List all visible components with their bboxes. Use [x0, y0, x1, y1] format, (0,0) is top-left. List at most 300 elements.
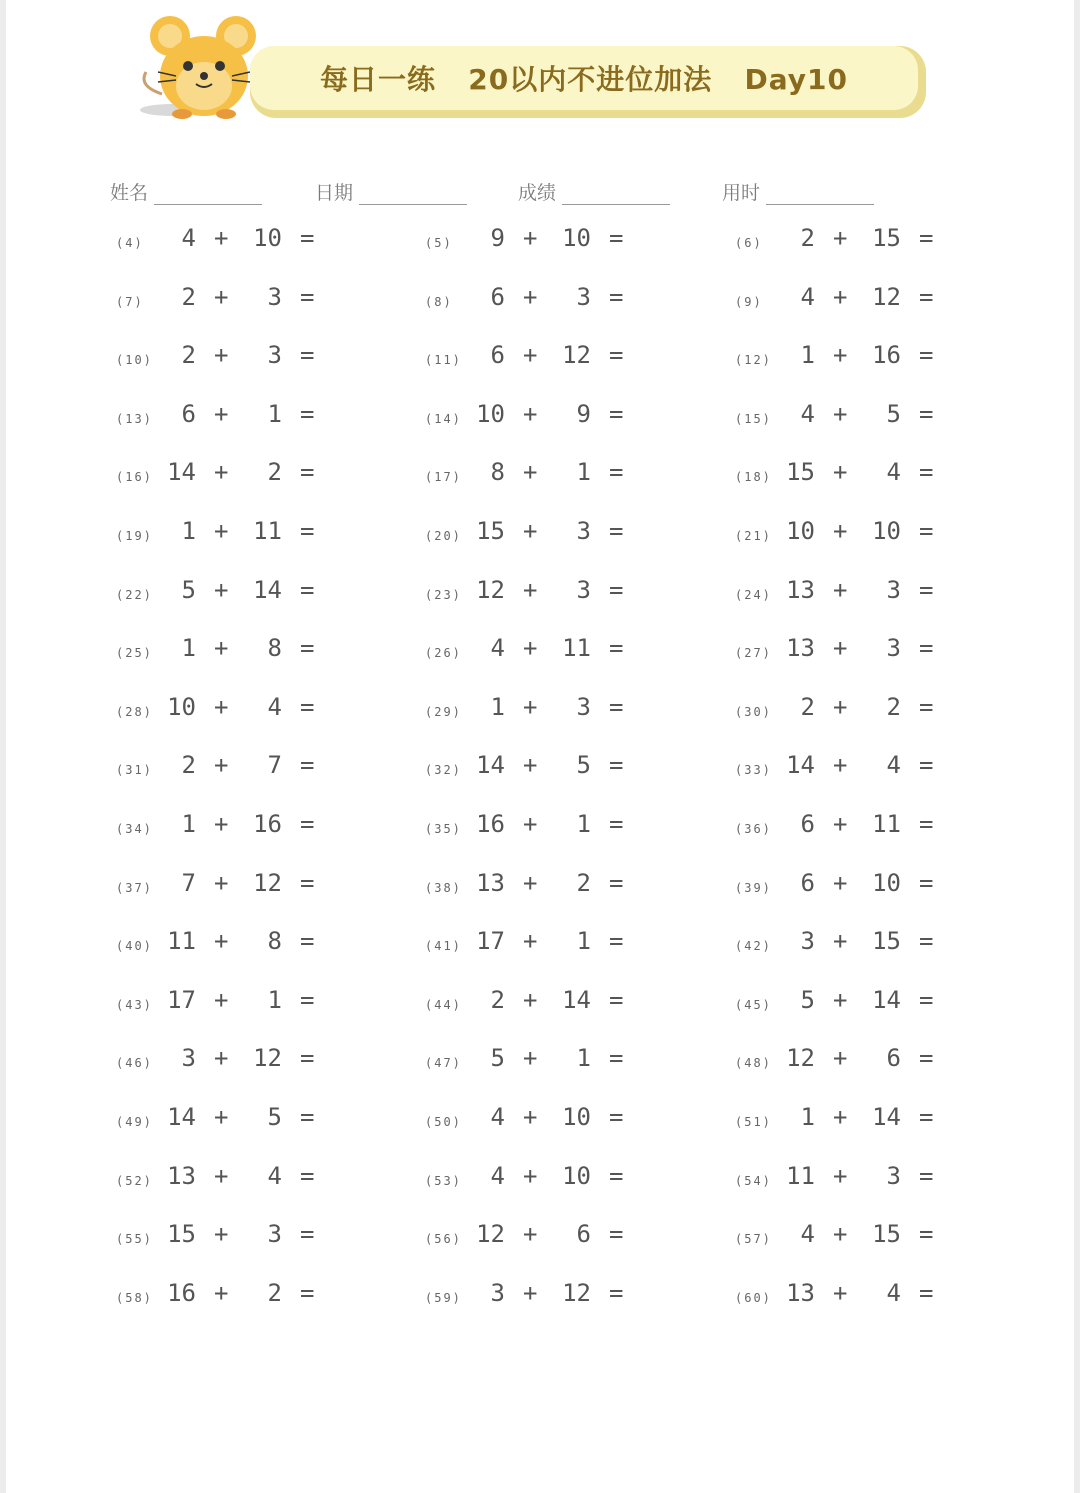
operand-b: 8: [267, 634, 282, 663]
plus-sign: +: [214, 282, 229, 311]
operand-b: 10: [562, 224, 591, 252]
plus-sign: +: [214, 458, 229, 487]
problem-item: [116, 1103, 356, 1143]
operand-a: 4: [800, 1220, 815, 1249]
date-field: [315, 178, 467, 205]
problem-item: [425, 810, 665, 850]
problem-number: (58): [116, 1290, 153, 1305]
equals-sign: =: [919, 517, 934, 545]
plus-sign: +: [214, 751, 229, 780]
equals-sign: =: [919, 868, 934, 897]
equals-sign: =: [919, 1044, 934, 1073]
operand-a: 12: [786, 1044, 815, 1073]
plus-sign: +: [523, 751, 538, 780]
equals-sign: =: [300, 399, 315, 428]
operand-b: 12: [562, 341, 591, 370]
equals-sign: =: [300, 985, 315, 1014]
problem-number: (38): [425, 880, 462, 895]
operand-b: 12: [253, 868, 282, 897]
plus-sign: +: [523, 458, 538, 487]
plus-sign: +: [833, 868, 848, 897]
operand-b: 11: [872, 810, 901, 838]
problem-item: [116, 986, 356, 1026]
problem-number: (45): [735, 997, 772, 1012]
operand-b: 14: [562, 985, 591, 1014]
equals-sign: =: [300, 282, 315, 311]
operand-b: 10: [872, 868, 901, 897]
operand-b: 3: [886, 575, 901, 604]
problem-item: [735, 1044, 975, 1084]
operand-b: 12: [872, 282, 901, 311]
operand-a: 4: [800, 399, 815, 428]
operand-b: 3: [267, 341, 282, 370]
operand-b: 15: [872, 1220, 901, 1249]
operand-b: 3: [576, 517, 591, 545]
problem-number: (35): [425, 822, 462, 836]
problem-number: (51): [735, 1115, 772, 1129]
plus-sign: +: [833, 1161, 848, 1190]
problem-item: [735, 341, 975, 381]
problem-number: (7): [116, 294, 144, 309]
equals-sign: =: [609, 1220, 624, 1249]
problem-item: [425, 751, 665, 791]
problem-number: (40): [116, 939, 153, 954]
plus-sign: +: [523, 1044, 538, 1073]
equals-sign: =: [300, 751, 315, 780]
equals-sign: =: [300, 1103, 315, 1131]
plus-sign: +: [833, 282, 848, 311]
equals-sign: =: [609, 1278, 624, 1307]
plus-sign: +: [214, 1103, 229, 1131]
operand-a: 6: [800, 810, 815, 838]
problem-item: [116, 927, 356, 967]
plus-sign: +: [214, 692, 229, 721]
operand-a: 1: [181, 634, 196, 663]
plus-sign: +: [214, 399, 229, 428]
plus-sign: +: [523, 517, 538, 545]
operand-b: 14: [253, 575, 282, 604]
problem-item: [116, 517, 356, 557]
problem-item: [425, 283, 665, 323]
operand-b: 4: [886, 751, 901, 780]
problem-item: [735, 224, 975, 264]
operand-a: 2: [800, 224, 815, 252]
equals-sign: =: [300, 692, 315, 721]
problem-number: (37): [116, 880, 153, 895]
problem-item: [425, 986, 665, 1026]
plus-sign: +: [833, 1220, 848, 1249]
equals-sign: =: [609, 810, 624, 838]
problem-item: [116, 693, 356, 733]
problem-item: [425, 517, 665, 557]
problem-item: [425, 927, 665, 967]
operand-a: 7: [181, 868, 196, 897]
operand-b: 10: [253, 224, 282, 252]
operand-b: 10: [562, 1161, 591, 1190]
operand-a: 2: [181, 751, 196, 780]
operand-b: 3: [576, 282, 591, 311]
operand-b: 3: [886, 634, 901, 663]
problem-item: [425, 1044, 665, 1084]
equals-sign: =: [300, 1044, 315, 1073]
problem-number: (49): [116, 1115, 153, 1129]
title-banner: [250, 46, 926, 118]
equals-sign: =: [300, 458, 315, 487]
operand-b: 9: [576, 399, 591, 428]
problem-number: (43): [116, 997, 153, 1012]
equals-sign: =: [609, 927, 624, 956]
plus-sign: +: [214, 985, 229, 1014]
problem-item: [116, 1162, 356, 1202]
problem-item: [425, 634, 665, 674]
problem-item: [735, 869, 975, 909]
problem-number: (47): [425, 1056, 462, 1071]
problem-number: (6): [735, 236, 763, 250]
operand-a: 4: [490, 1103, 505, 1131]
date-label: 日期: [315, 182, 354, 204]
operand-b: 1: [576, 458, 591, 487]
problem-number: (22): [116, 587, 153, 602]
plus-sign: +: [833, 692, 848, 721]
operand-a: 2: [181, 282, 196, 311]
plus-sign: +: [833, 985, 848, 1014]
problem-number: (14): [425, 411, 462, 426]
problem-number: (60): [735, 1290, 772, 1305]
problem-number: (19): [116, 529, 153, 543]
operand-a: 14: [167, 1103, 196, 1131]
plus-sign: +: [214, 575, 229, 604]
problem-item: [425, 400, 665, 440]
equals-sign: =: [919, 399, 934, 428]
operand-b: 2: [886, 692, 901, 721]
operand-a: 6: [490, 341, 505, 370]
operand-b: 6: [886, 1044, 901, 1073]
problem-number: (54): [735, 1173, 772, 1188]
operand-a: 17: [476, 927, 505, 956]
operand-a: 6: [800, 868, 815, 897]
score-field: [518, 178, 670, 205]
plus-sign: +: [523, 868, 538, 897]
problem-item: [116, 283, 356, 323]
operand-a: 4: [490, 634, 505, 663]
operand-b: 10: [562, 1103, 591, 1131]
problem-number: (9): [735, 294, 763, 309]
equals-sign: =: [609, 751, 624, 780]
problem-number: (13): [116, 411, 153, 426]
problem-number: (57): [735, 1232, 772, 1247]
operand-b: 8: [267, 927, 282, 956]
problem-item: [735, 400, 975, 440]
problem-number: (29): [425, 704, 462, 719]
page-title: 每日一练 20以内不进位加法 Day10: [320, 63, 848, 96]
operand-b: 16: [872, 341, 901, 370]
problem-number: (52): [116, 1173, 153, 1188]
plus-sign: +: [833, 458, 848, 487]
plus-sign: +: [833, 399, 848, 428]
operand-a: 11: [786, 1161, 815, 1190]
operand-b: 15: [872, 224, 901, 252]
problem-item: [116, 1044, 356, 1084]
equals-sign: =: [609, 399, 624, 428]
equals-sign: =: [609, 1044, 624, 1073]
problem-item: [735, 1162, 975, 1202]
plus-sign: +: [214, 1044, 229, 1073]
plus-sign: +: [214, 341, 229, 370]
problem-item: [735, 986, 975, 1026]
plus-sign: +: [523, 282, 538, 311]
equals-sign: =: [300, 341, 315, 370]
equals-sign: =: [609, 634, 624, 663]
problem-item: [735, 927, 975, 967]
operand-a: 4: [800, 282, 815, 311]
operand-b: 3: [886, 1161, 901, 1190]
name-blank-line: [154, 184, 262, 205]
operand-b: 1: [267, 985, 282, 1014]
equals-sign: =: [919, 341, 934, 370]
operand-b: 11: [253, 517, 282, 545]
problem-number: (21): [735, 529, 772, 543]
equals-sign: =: [609, 1103, 624, 1131]
equals-sign: =: [609, 224, 624, 252]
operand-b: 2: [576, 868, 591, 897]
problem-item: [425, 458, 665, 498]
operand-a: 1: [181, 810, 196, 838]
operand-a: 13: [167, 1161, 196, 1190]
problem-number: (27): [735, 646, 772, 661]
equals-sign: =: [609, 517, 624, 545]
operand-b: 11: [562, 634, 591, 663]
problem-number: (34): [116, 822, 153, 836]
problem-item: [735, 1279, 975, 1319]
problem-item: [425, 693, 665, 733]
equals-sign: =: [919, 1103, 934, 1131]
plus-sign: +: [523, 341, 538, 370]
worksheet-page: [6, 0, 1074, 1493]
operand-a: 15: [476, 517, 505, 545]
equals-sign: =: [609, 575, 624, 604]
equals-sign: =: [919, 1220, 934, 1249]
problem-item: [735, 283, 975, 323]
operand-b: 5: [886, 399, 901, 428]
operand-b: 3: [267, 282, 282, 311]
operand-b: 3: [267, 1220, 282, 1249]
operand-a: 12: [476, 1220, 505, 1249]
problem-number: (33): [735, 763, 772, 778]
operand-b: 1: [576, 927, 591, 956]
plus-sign: +: [214, 927, 229, 956]
operand-b: 4: [886, 1278, 901, 1307]
plus-sign: +: [833, 224, 848, 252]
operand-b: 14: [872, 1103, 901, 1131]
operand-a: 3: [181, 1044, 196, 1073]
operand-b: 4: [267, 1161, 282, 1190]
problem-item: [116, 869, 356, 909]
operand-b: 2: [267, 458, 282, 487]
problem-number: (25): [116, 646, 153, 661]
problem-number: (31): [116, 763, 153, 778]
operand-b: 1: [267, 399, 282, 428]
operand-a: 12: [476, 575, 505, 604]
operand-a: 1: [800, 341, 815, 370]
operand-a: 1: [490, 692, 505, 721]
equals-sign: =: [919, 751, 934, 780]
equals-sign: =: [300, 224, 315, 252]
operand-a: 3: [800, 927, 815, 956]
operand-a: 15: [167, 1220, 196, 1249]
operand-a: 14: [167, 458, 196, 487]
equals-sign: =: [919, 810, 934, 838]
problem-item: [116, 751, 356, 791]
operand-a: 16: [476, 810, 505, 838]
date-blank-line: [359, 184, 467, 205]
problem-number: (59): [425, 1290, 462, 1305]
operand-b: 2: [267, 1278, 282, 1307]
equals-sign: =: [300, 575, 315, 604]
operand-a: 10: [786, 517, 815, 545]
operand-b: 15: [872, 927, 901, 956]
plus-sign: +: [214, 1161, 229, 1190]
equals-sign: =: [609, 341, 624, 370]
equals-sign: =: [609, 1161, 624, 1190]
equals-sign: =: [609, 458, 624, 487]
plus-sign: +: [523, 985, 538, 1014]
problem-item: [735, 576, 975, 616]
problem-item: [735, 458, 975, 498]
equals-sign: =: [300, 810, 315, 838]
plus-sign: +: [833, 751, 848, 780]
time-field: [722, 178, 874, 205]
plus-sign: +: [523, 224, 538, 252]
operand-b: 5: [576, 751, 591, 780]
problem-item: [116, 400, 356, 440]
plus-sign: +: [833, 927, 848, 956]
problem-number: (30): [735, 704, 772, 719]
operand-b: 3: [576, 575, 591, 604]
problem-item: [116, 810, 356, 850]
name-field: [110, 178, 262, 205]
problem-item: [735, 517, 975, 557]
plus-sign: +: [523, 1278, 538, 1307]
time-label: 用时: [722, 182, 761, 204]
time-blank-line: [766, 184, 874, 205]
problem-number: (39): [735, 880, 772, 895]
equals-sign: =: [919, 985, 934, 1014]
problem-item: [425, 224, 665, 264]
equals-sign: =: [609, 282, 624, 311]
problem-number: (15): [735, 411, 772, 426]
problem-number: (55): [116, 1232, 153, 1247]
equals-sign: =: [919, 1278, 934, 1307]
problem-item: [425, 341, 665, 381]
equals-sign: =: [300, 1161, 315, 1190]
problem-number: (11): [425, 353, 462, 368]
operand-a: 11: [167, 927, 196, 956]
problem-item: [735, 634, 975, 674]
equals-sign: =: [919, 224, 934, 252]
problem-number: (10): [116, 353, 153, 368]
plus-sign: +: [833, 1044, 848, 1073]
operand-a: 8: [490, 458, 505, 487]
plus-sign: +: [214, 810, 229, 838]
operand-a: 9: [490, 224, 505, 252]
operand-a: 14: [786, 751, 815, 780]
problem-item: [116, 458, 356, 498]
operand-b: 1: [576, 1044, 591, 1073]
operand-a: 3: [490, 1278, 505, 1307]
equals-sign: =: [300, 517, 315, 545]
plus-sign: +: [523, 927, 538, 956]
operand-a: 2: [490, 985, 505, 1014]
equals-sign: =: [300, 1220, 315, 1249]
plus-sign: +: [523, 1103, 538, 1131]
operand-a: 1: [181, 517, 196, 545]
problem-number: (12): [735, 353, 772, 368]
equals-sign: =: [919, 458, 934, 487]
problem-number: (17): [425, 470, 462, 485]
problem-item: [116, 1220, 356, 1260]
operand-b: 1: [576, 810, 591, 838]
operand-b: 14: [872, 985, 901, 1014]
problem-item: [116, 341, 356, 381]
equals-sign: =: [300, 927, 315, 956]
equals-sign: =: [919, 634, 934, 663]
problem-item: [735, 751, 975, 791]
operand-a: 16: [167, 1278, 196, 1307]
equals-sign: =: [919, 692, 934, 721]
problem-item: [425, 1103, 665, 1143]
operand-b: 16: [253, 810, 282, 838]
problem-number: (46): [116, 1056, 153, 1071]
equals-sign: =: [300, 1278, 315, 1307]
equals-sign: =: [609, 985, 624, 1014]
operand-b: 10: [872, 517, 901, 545]
equals-sign: =: [609, 868, 624, 897]
score-blank-line: [562, 184, 670, 205]
equals-sign: =: [300, 634, 315, 663]
problem-number: (26): [425, 646, 462, 661]
problem-item: [425, 1279, 665, 1319]
plus-sign: +: [214, 224, 229, 252]
plus-sign: +: [523, 634, 538, 663]
operand-a: 6: [181, 399, 196, 428]
problem-number: (42): [735, 939, 772, 954]
operand-a: 13: [786, 575, 815, 604]
operand-a: 4: [490, 1161, 505, 1190]
operand-a: 1: [800, 1103, 815, 1131]
name-label: 姓名: [110, 182, 149, 204]
problem-item: [116, 576, 356, 616]
equals-sign: =: [609, 692, 624, 721]
plus-sign: +: [523, 810, 538, 838]
problem-item: [425, 869, 665, 909]
plus-sign: +: [523, 399, 538, 428]
operand-a: 5: [800, 985, 815, 1014]
plus-sign: +: [523, 692, 538, 721]
plus-sign: +: [833, 634, 848, 663]
plus-sign: +: [214, 1278, 229, 1307]
operand-a: 5: [490, 1044, 505, 1073]
plus-sign: +: [833, 517, 848, 545]
plus-sign: +: [523, 575, 538, 604]
equals-sign: =: [919, 1161, 934, 1190]
operand-b: 6: [576, 1220, 591, 1249]
plus-sign: +: [833, 575, 848, 604]
problem-item: [735, 810, 975, 850]
equals-sign: =: [300, 868, 315, 897]
operand-b: 5: [267, 1103, 282, 1131]
equals-sign: =: [919, 282, 934, 311]
plus-sign: +: [833, 1278, 848, 1307]
